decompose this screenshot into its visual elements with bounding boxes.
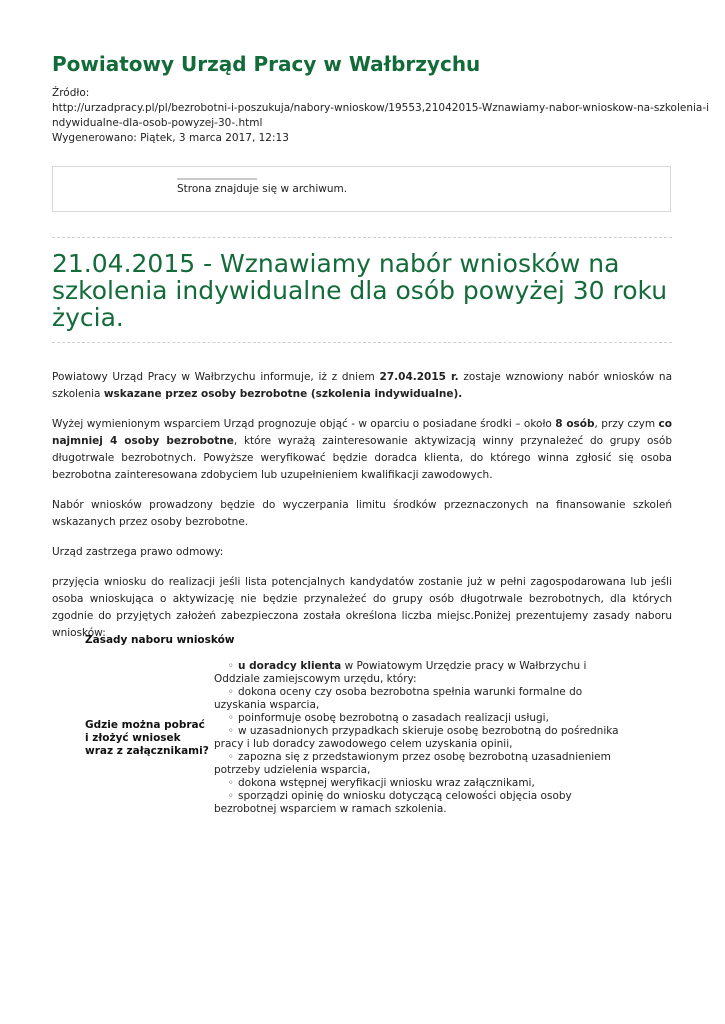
p2-count: 8 osób xyxy=(555,418,595,430)
list-item-text: dokona oceny czy osoba bezrobotna spełnia warunki formalne do uzyskania wsparcia, xyxy=(214,686,583,711)
where-list xyxy=(214,660,634,816)
archive-notice-box xyxy=(52,166,671,212)
p2-min-unemployed: co najmniej 4 osoby bezrobotne xyxy=(52,418,672,447)
p2-text-3: , które wyrażą zainteresowanie aktywizacją winny przynależeć do grupy osób długotrwale bezrobotnych. Powyższe weryfikować będzie doradca klienta, do którego winna zgłosić się osoba bezrobotna zainteresowana zdobyciem lub uzupełnieniem kwalifikacji zawodowych. xyxy=(52,435,672,481)
list-item-text: w uzasadnionych przypadkach skieruje osobę bezrobotną do pośrednika pracy i lub doradcy zawodowego celem uzyskania opinii, xyxy=(214,725,619,750)
source-url-line-1[interactable]: http://urzadpracy.pl/pl/bezrobotni-i-poszukuja/nabory-wnioskow/19553,21042015-Wznawiamy-nabor-wnioskow-na-szkolenia-i xyxy=(52,102,710,114)
bullet-icon: ◦ xyxy=(227,790,234,802)
list-item xyxy=(214,777,634,790)
p1-text-1: Powiatowy Urząd Pracy w Wałbrzychu informuje, iż z dniem xyxy=(52,371,380,383)
list-item-text: dokona wstępnej weryfikacji wniosku wraz załącznikami, xyxy=(238,777,535,789)
divider-top xyxy=(52,237,672,238)
bullet-icon: ◦ xyxy=(227,751,234,763)
list-item xyxy=(214,712,634,725)
source-url-line-2[interactable]: ndywidualne-dla-osob-powyzej-30-.html xyxy=(52,117,263,129)
paragraph-5: przyjęcia wniosku do realizacji jeśli lista potencjalnych kandydatów zostanie już w pełni zagospodarowana lub jeśli osoba wnioskująca o aktywizację nie będzie przynależeć do grupy osób długotrwale bezrobotnych, dla których zgodnie do przyjętych założeń zabezpieczona została określona liczba miejsc.Poniżej prezentujemy zasady naboru wniosków: xyxy=(52,576,672,639)
list-item xyxy=(214,660,634,686)
list-item xyxy=(214,725,634,751)
source-label: Źródło: xyxy=(52,87,90,99)
article-title: 21.04.2015 - Wznawiamy nabór wniosków na szkolenia indywidualne dla osób powyżej 30 roku życia. xyxy=(52,249,668,332)
p2-text-1: Wyżej wymienionym wsparciem Urząd prognozuje objąć - w oparciu o posiadane środki – około xyxy=(52,418,556,430)
list-item xyxy=(214,790,634,816)
where-label: Gdzie można pobrać i złożyć wniosek wraz z załącznikami? xyxy=(85,719,209,757)
rules-heading: Zasady naboru wniosków xyxy=(85,634,235,646)
bullet-icon: ◦ xyxy=(227,686,234,698)
p1-training-type: wskazane przez osoby bezrobotne (szkolenia indywidualne). xyxy=(103,388,463,400)
site-title: Powiatowy Urząd Pracy w Wałbrzychu xyxy=(52,52,481,76)
bullet-icon: ◦ xyxy=(227,660,234,672)
article-body xyxy=(52,369,672,655)
paragraph-3: Nabór wniosków prowadzony będzie do wyczerpania limitu środków przeznaczonych na finansowanie szkoleń wskazanych przez osoby bezrobotne. xyxy=(52,499,672,528)
list-item-text: zapozna się z przedstawionym przez osobę bezrobotną uzasadnieniem potrzeby udzielenia wsparcia, xyxy=(214,751,611,776)
generated-date: Wygenerowano: Piątek, 3 marca 2017, 12:13 xyxy=(52,132,289,144)
paragraph-4: Urząd zastrzega prawo odmowy: xyxy=(52,546,224,558)
p1-text-2: zostaje wznowiony nabór wniosków na szkolenia xyxy=(52,371,673,400)
paragraph-2 xyxy=(52,416,672,484)
first-item-rest: w Powiatowym Urzędzie pracy w Wałbrzychu i Oddziale zamiejscowym urzędu, który: xyxy=(214,660,587,685)
p1-date: 27.04.2015 r. xyxy=(379,371,459,383)
bullet-icon: ◦ xyxy=(227,777,234,789)
divider-bottom xyxy=(52,342,672,343)
list-item xyxy=(214,751,634,777)
bullet-icon: ◦ xyxy=(227,712,234,724)
bullet-icon: ◦ xyxy=(227,725,234,737)
source-info xyxy=(52,86,710,146)
p2-text-2: , przy czym xyxy=(594,418,659,430)
list-item-text: sporządzi opinię do wniosku dotyczącą celowości objęcia osoby bezrobotnej wsparciem w ramach szkolenia. xyxy=(214,790,572,815)
list-item-text: poinformuje osobę bezrobotną o zasadach realizacji usługi, xyxy=(238,712,549,724)
archive-divider xyxy=(177,178,257,180)
archive-notice: Strona znajduje się w archiwum. xyxy=(177,183,348,195)
list-item xyxy=(214,686,634,712)
first-item-bold: u doradcy klienta xyxy=(238,660,342,672)
paragraph-1 xyxy=(52,369,672,403)
